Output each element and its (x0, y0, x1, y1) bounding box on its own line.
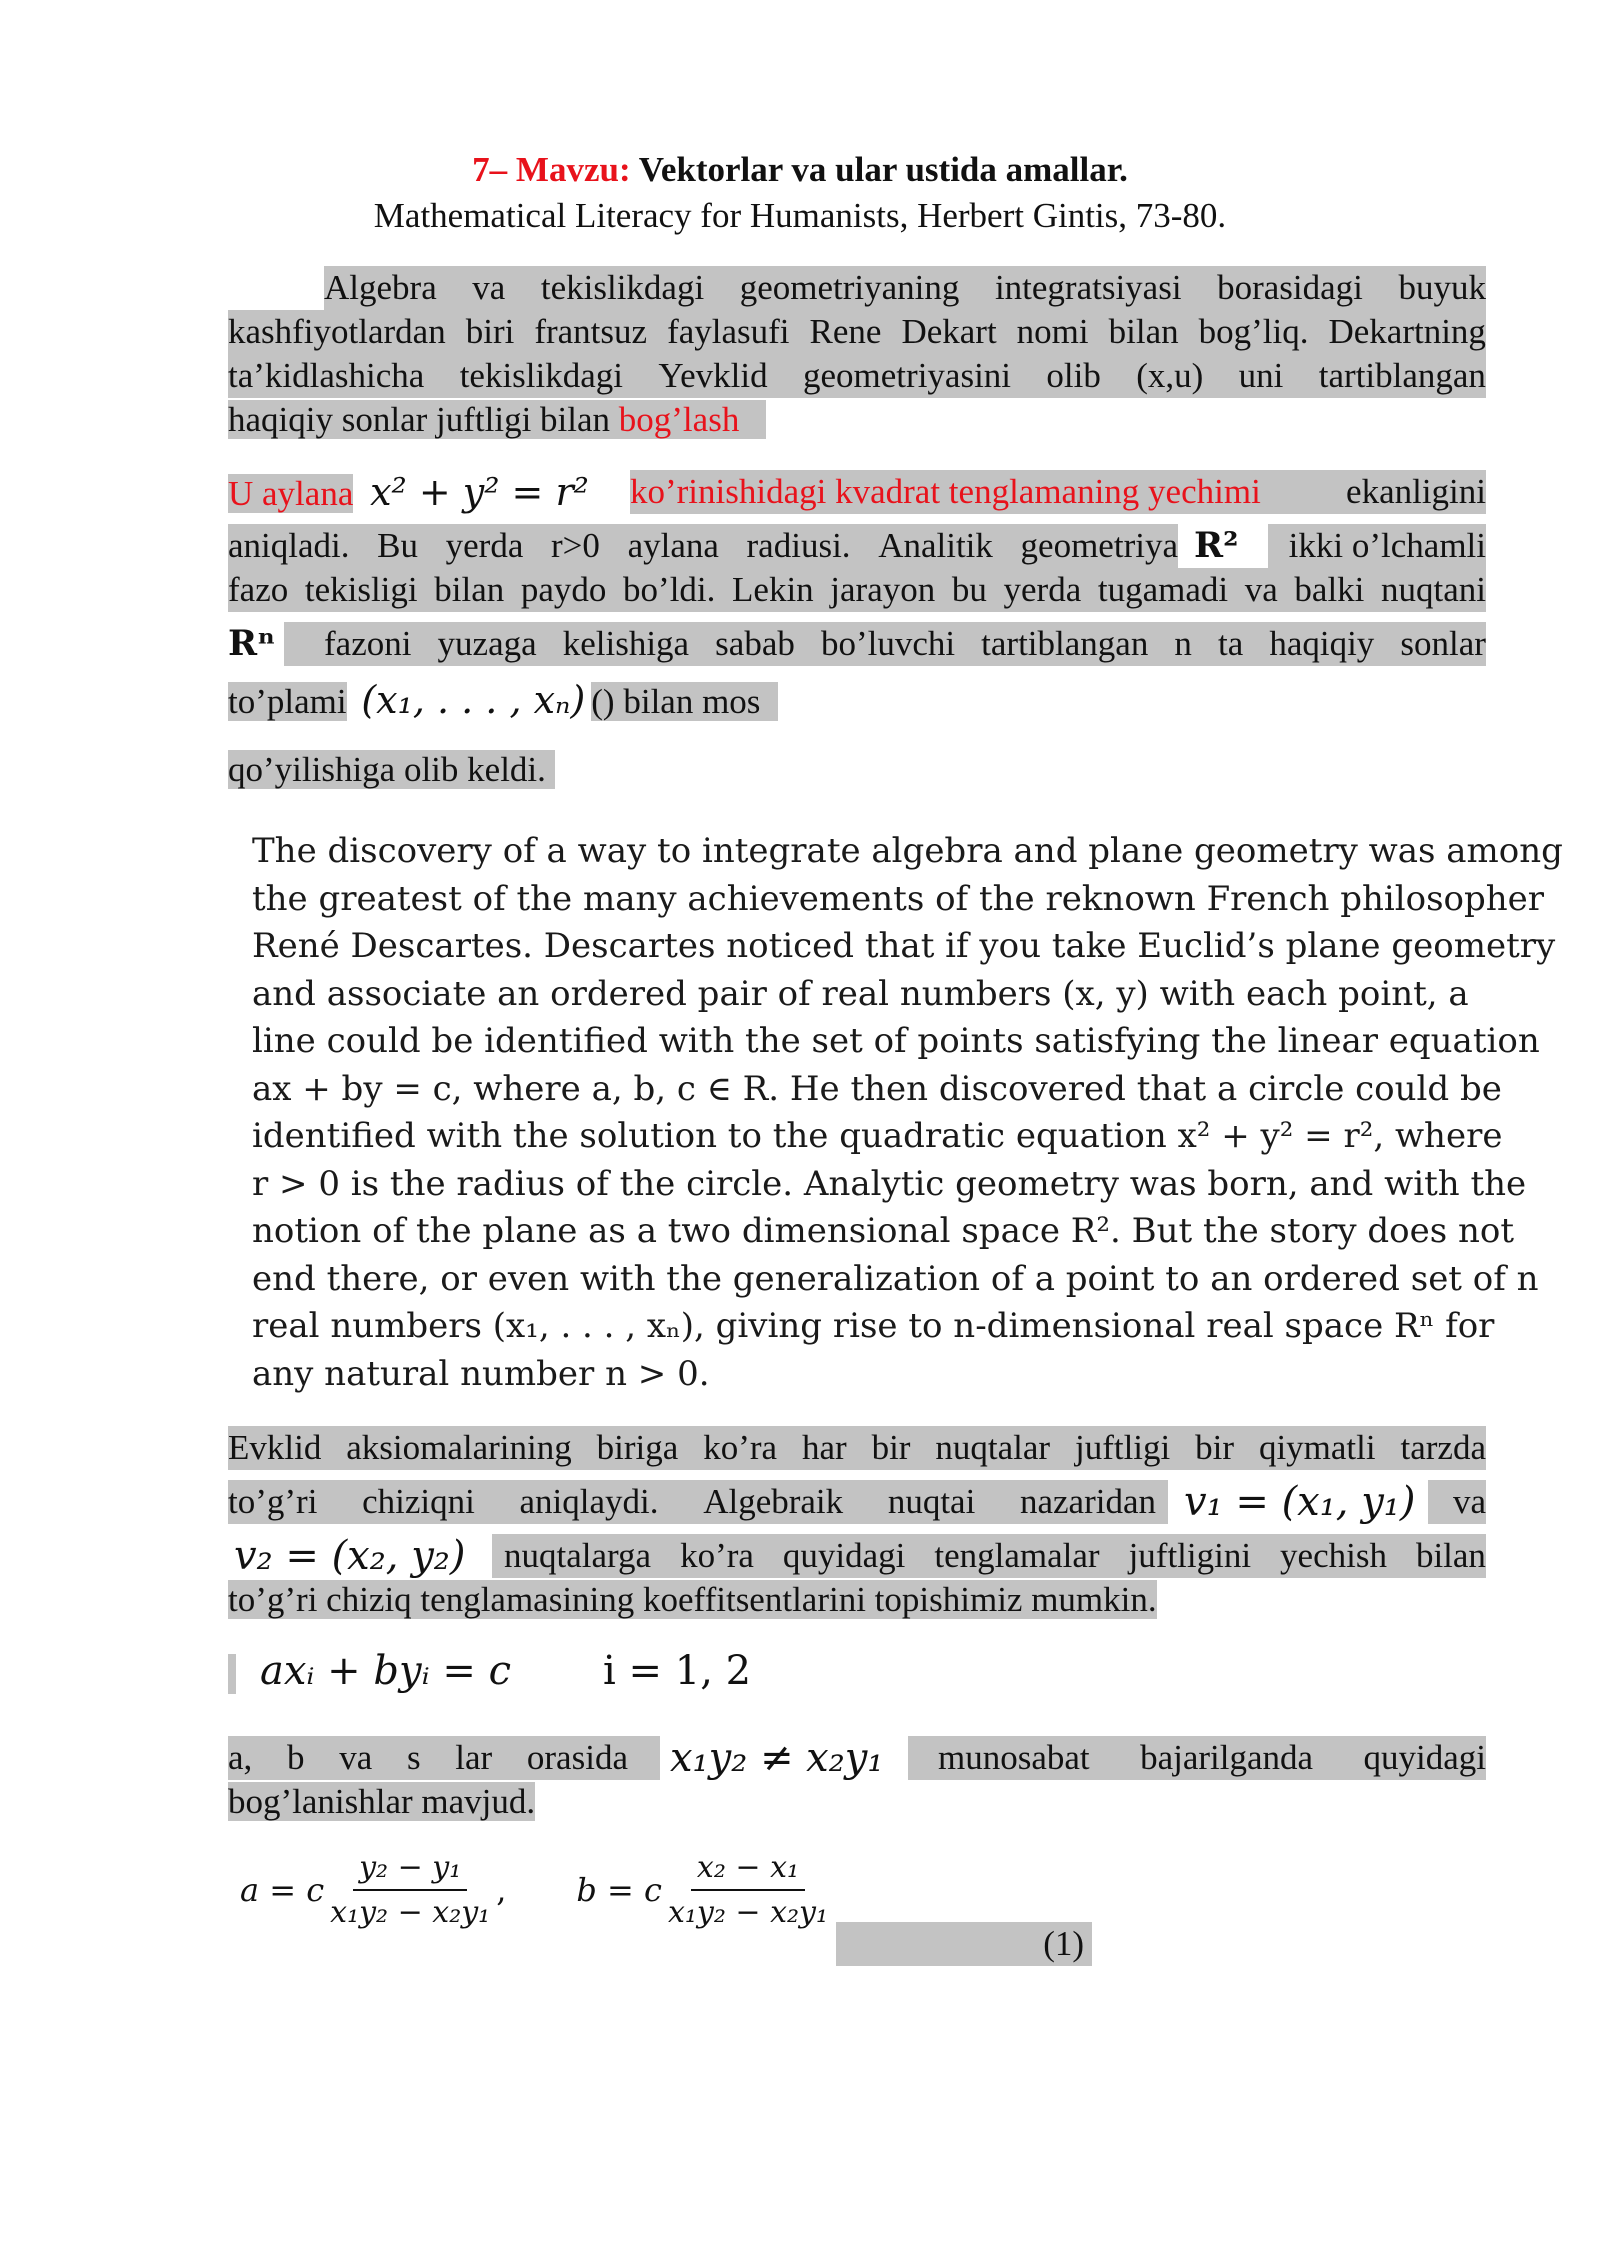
formula-a-lhs: a = c (240, 1871, 325, 1909)
para4-word: orasida (526, 1738, 628, 1777)
para2-line-2 (228, 524, 1486, 568)
para4-word: munosabat (938, 1738, 1090, 1777)
para3-word: ko’ra (680, 1536, 754, 1575)
para1-word: buyuk (1398, 268, 1486, 307)
quote-line: René Descartes. Descartes noticed that if you take Euclid’s plane geometry (252, 926, 1556, 966)
para2-word: tugamadi (1097, 570, 1229, 609)
para2-word: aniqladi. (228, 526, 350, 565)
para1-last-red: bog’lash (618, 400, 740, 439)
para1-word: Algebra (324, 268, 437, 307)
quote-line: real numbers (x₁, . . . , xₙ), giving rise to n-dimensional real space Rⁿ for (252, 1306, 1495, 1346)
para4-word: a, (228, 1738, 253, 1777)
formula-a-fraction (324, 1850, 496, 1930)
para1-word: tekislikdagi (459, 356, 623, 395)
para2-red-a: U aylana (228, 474, 354, 513)
circle-equation: x² + y² = r² (364, 470, 595, 514)
equation-lhs: axᵢ + byᵢ = c (260, 1648, 511, 1694)
para1-word: Rene (809, 312, 882, 351)
para2-word: yerda (445, 526, 524, 565)
para4-word: lar (455, 1738, 493, 1777)
rn-symbol: Rⁿ (222, 622, 281, 666)
para3-word: ko’ra (703, 1428, 778, 1467)
para2-word: geometriya (1020, 526, 1178, 565)
para2-word: fazo (228, 570, 289, 609)
para2-word: aylana (627, 526, 719, 565)
para1-word: Yevklid (658, 356, 768, 395)
quote-line: notion of the plane as a two dimensional space R². But the story does not (252, 1211, 1514, 1251)
para1-word: tartiblangan (1318, 356, 1486, 395)
para1-word: nomi (1016, 312, 1089, 351)
para2-word: bo’ldi. (623, 570, 716, 609)
para1-word: (x,u) (1136, 356, 1204, 395)
para3-word: bir (871, 1428, 911, 1467)
para2-word: yerda (1003, 570, 1082, 609)
formula-a-numerator: y₂ − y₁ (353, 1850, 467, 1891)
para2-word: Analitik (878, 526, 993, 565)
para2-word: va (1244, 570, 1278, 609)
para2-line-6 (228, 748, 1486, 792)
inequality: x₁y₂ ≠ x₂y₁ (664, 1736, 889, 1780)
para3-line-4 (228, 1578, 1486, 1622)
para1-word: olib (1046, 356, 1101, 395)
quote-line: ax + by = c, where a, b, c ∈ R. He then discovered that a circle could be (252, 1068, 1502, 1109)
para3-tail-va: va (1428, 1480, 1486, 1524)
english-quote-excerpt (252, 828, 1563, 1398)
para3-word: quyidagi (782, 1536, 906, 1575)
para2-word: bo’luvchi (820, 624, 956, 663)
tuple-expression: (x₁, . . . , xₙ) (355, 678, 591, 722)
quote-line: The discovery of a way to integrate algebra and plane geometry was among (252, 831, 1563, 871)
para2-word: paydo (520, 570, 607, 609)
para3-word: nazaridan (1019, 1482, 1156, 1521)
para3-word: tarzda (1400, 1428, 1486, 1467)
quote-line: r > 0 is the radius of the circle. Analytic geometry was born, and with the (252, 1163, 1527, 1204)
page-title (0, 150, 1600, 190)
para1-word: ta’kidlashicha (228, 356, 425, 395)
para4-closing: bog’lanishlar mavjud. (228, 1782, 536, 1821)
para1-word: Dekartning (1328, 312, 1486, 351)
vector-v1: v₁ = (x₁, y₁) (1178, 1480, 1421, 1524)
para3-word: aksiomalarining (346, 1428, 572, 1467)
formula-b-fraction (662, 1850, 834, 1930)
para2-line-1 (228, 470, 1486, 514)
r2-symbol: R² (1188, 524, 1244, 568)
para3-word: tenglamalar (934, 1536, 1100, 1575)
para2-word: fazoni (324, 624, 412, 663)
para3-word: aniqlaydi. (519, 1482, 659, 1521)
para2-tail-1: ekanligini (1346, 472, 1486, 511)
para2-word: bilan (434, 570, 505, 609)
para2-word: sabab (715, 624, 795, 663)
para3-word: nuqtalarga (504, 1536, 652, 1575)
para3-word: yechish (1280, 1536, 1387, 1575)
para2-word: radiusi. (746, 526, 851, 565)
para3-word: nuqtai (887, 1482, 976, 1521)
equation-index: i = 1, 2 (603, 1648, 752, 1694)
para3-word: nuqtalar (935, 1428, 1051, 1467)
para2-tuple-lead: to’plami (228, 682, 347, 721)
formula-a-denominator: x₁y₂ − x₂y₁ (330, 1895, 491, 1930)
quote-line: identified with the solution to the quadratic equation x² + y² = r², where (252, 1116, 1503, 1156)
para2-line-5 (228, 678, 1486, 722)
para3-word: biriga (596, 1428, 679, 1467)
para2-word: sonlar (1400, 624, 1486, 663)
para3-word: Evklid (228, 1428, 322, 1467)
para3-word: to’g’ri (228, 1482, 318, 1521)
para2-tail-2: ikki o’lchamli (1268, 524, 1486, 568)
para2-word: haqiqiy (1269, 624, 1375, 663)
para1-word: Dekart (901, 312, 997, 351)
para3-word: juftligini (1128, 1536, 1252, 1575)
para2-word: tekisligi (304, 570, 418, 609)
para4-line-2 (228, 1780, 1486, 1824)
para2-word: jarayon (830, 570, 936, 609)
para3-word: har (801, 1428, 847, 1467)
quote-line: any natural number n > 0. (252, 1353, 710, 1394)
para3-closing: to’g’ri chiziq tenglamasining koeffitsentlarini topishimiz mumkin. (228, 1580, 1157, 1619)
para1-line-1 (324, 266, 1486, 310)
topic-title: Vektorlar va ular ustida amallar. (638, 150, 1128, 189)
para1-word: kashfiyotlardan (228, 312, 446, 351)
para1-word: geometriyaning (739, 268, 960, 307)
formula-b-lhs: b = c (576, 1871, 662, 1909)
para1-word: va (472, 268, 506, 307)
quote-line: end there, or even with the generalization of a point to an ordered set of n (252, 1258, 1539, 1299)
para2-word: n (1174, 624, 1192, 663)
para1-word: integratsiyasi (994, 268, 1182, 307)
para1-word: faylasufi (667, 312, 790, 351)
para1-word: uni (1238, 356, 1284, 395)
para1-word: frantsuz (534, 312, 648, 351)
para2-word: balki (1294, 570, 1365, 609)
para3-line-2 (228, 1480, 1486, 1524)
para1-word: geometriyasini (803, 356, 1012, 395)
para2-line-3 (228, 568, 1486, 612)
para2-word: r>0 (551, 526, 600, 565)
para2-tuple-end: () bilan mos (591, 682, 761, 721)
formula-b-denominator: x₁y₂ − x₂y₁ (667, 1895, 829, 1930)
para2-word: Bu (377, 526, 418, 565)
para1-word: bog’liq. (1198, 312, 1309, 351)
para2-line-4 (228, 622, 1486, 666)
para2-word: ta (1217, 624, 1244, 663)
para1-line-4 (228, 398, 1486, 442)
para2-word: bu (951, 570, 987, 609)
formula-number: (1) (836, 1922, 1092, 1966)
source-reference: Mathematical Literacy for Humanists, Herbert Gintis, 73-80. (373, 196, 1227, 235)
para1-word: bilan (1108, 312, 1179, 351)
para3-word: bir (1195, 1428, 1235, 1467)
para3-word: chiziqni (362, 1482, 475, 1521)
para1-line-3 (228, 354, 1486, 398)
para1-word: biri (465, 312, 515, 351)
para3-word: juftligi (1074, 1428, 1171, 1467)
para4-word: quyidagi (1363, 1738, 1486, 1777)
para4-word: s (406, 1738, 421, 1777)
quote-line: the greatest of the many achievements of the reknown French philosopher (252, 878, 1545, 919)
para4-word: bajarilganda (1140, 1738, 1314, 1777)
para3-word: qiymatli (1258, 1428, 1376, 1467)
formula-b-numerator: x₂ − x₁ (691, 1850, 805, 1891)
para1-last-text: haqiqiy sonlar juftligi bilan (228, 400, 619, 439)
para2-word: tartiblangan (981, 624, 1149, 663)
para3-word: Algebraik (703, 1482, 844, 1521)
vector-v2: v₂ = (x₂, y₂) (228, 1534, 471, 1578)
para1-word: tekislikdagi (540, 268, 705, 307)
linear-equation-system (228, 1648, 751, 1694)
coefficient-formula: a = c $\frac{\text{y₂ − y₁}}{\text{x₁y₂ − x₂y₁}}$ , b = c $\frac{\text{x₂ − x₁}}{\text{x₁y₂ − x₂y₁}}$ (240, 1850, 834, 1930)
para2-word: Lekin (732, 570, 814, 609)
para4-line-1 (228, 1736, 1486, 1780)
para1-word: borasidagi (1217, 268, 1363, 307)
para3-line-3 (228, 1534, 1486, 1578)
quote-line: and associate an ordered pair of real numbers (x, y) with each point, a (252, 973, 1469, 1014)
para4-word: b (287, 1738, 305, 1777)
para2-closing: qo’yilishiga olib keldi. (228, 750, 546, 789)
para2-word: nuqtani (1381, 570, 1486, 609)
para2-word: kelishiga (562, 624, 690, 663)
topic-label: 7– Mavzu: (472, 150, 631, 189)
para1-line-2 (228, 310, 1486, 354)
para3-line-1 (228, 1426, 1486, 1470)
para2-red-b: ko’rinishidagi kvadrat tenglamaning yechimi (630, 472, 1261, 511)
para3-word: bilan (1415, 1536, 1486, 1575)
para4-word: va (339, 1738, 373, 1777)
quote-line: line could be identified with the set of points satisfying the linear equation (252, 1021, 1540, 1061)
para2-word: yuzaga (437, 624, 537, 663)
